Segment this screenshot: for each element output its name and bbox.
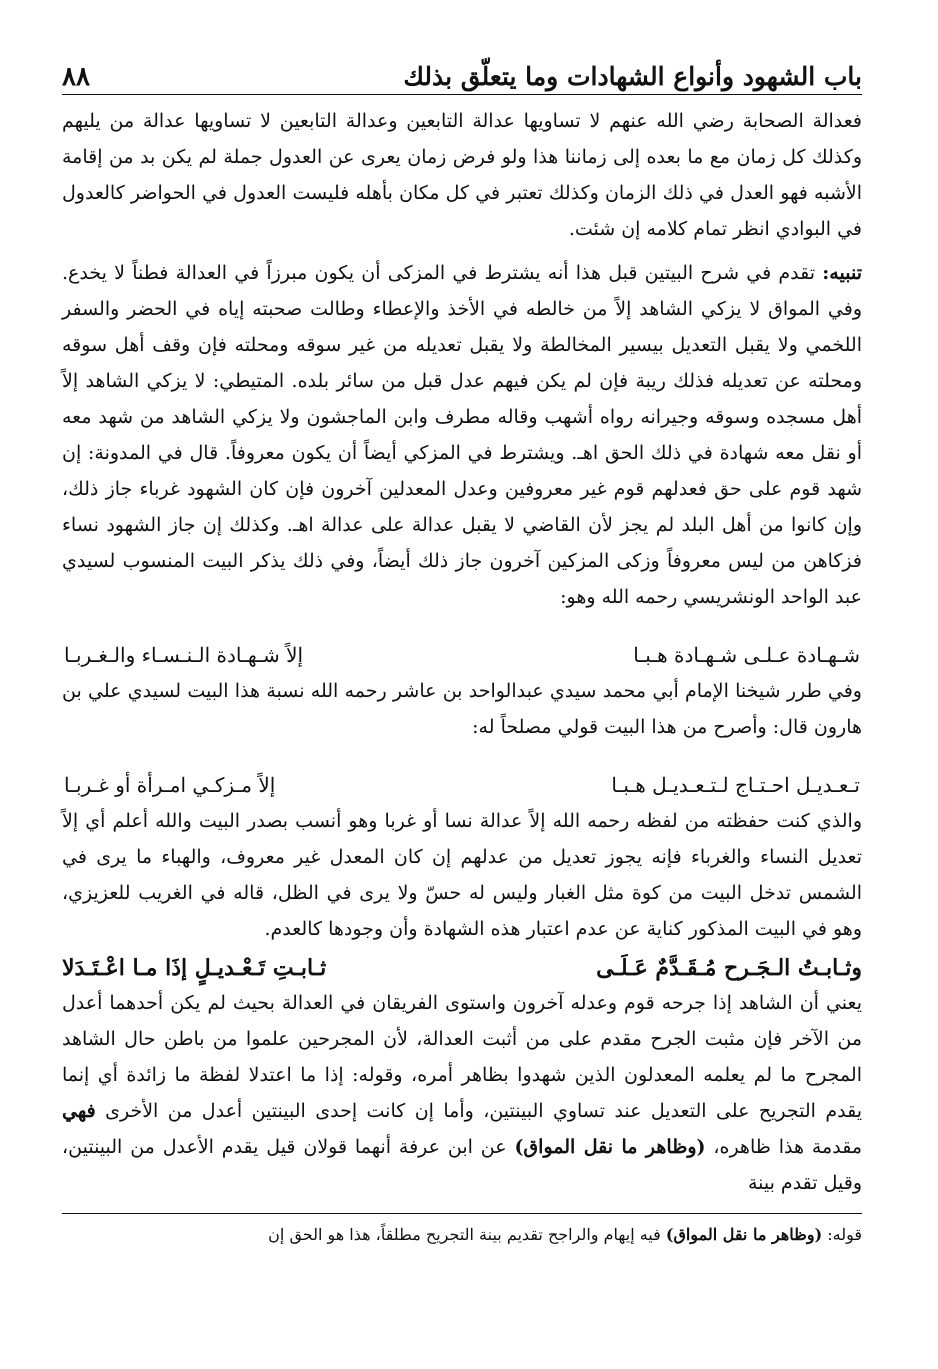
header-rule: [62, 94, 862, 95]
chapter-title: باب الشهود وأنواع الشهادات وما يتعلّق بذلك: [403, 62, 862, 91]
verse-3: [62, 955, 862, 981]
paragraph-5-bold-2: (وظاهر ما نقل المواق): [514, 1136, 706, 1158]
paragraph-2-text: تقدم في شرح البيتين قبل هذا أنه يشترط في المزكى أن يكون مبرزاً في العدالة فطناً لا يخدع. وفي المواق لا يزكي الشاهد إلاً من خالطه في الأخذ والإعطاء وطالت صحبته إياه في الحضر والسفر اللخمي ولا يقبل التعديل بيسير المخالطة ولا يقبل تعديله من غير سوقه ومحلته فإن وقف أهل سوقه ومحلته عن تعديله فذلك ريبة فإن لم يكن فيهم عدل قبل من سائر بلده. المتيطي: لا يزكي الشاهد إلاً أهل مسجده وسوقه وجيرانه رواه أشهب وقاله مطرف وابن الماجشون ولا يزكي الشاهد من شهد معه أو نقل معه شهادة في ذلك الحق اهـ. ويشترط في المزكي أيضاً أن يكون معروفاً. قال في المدونة: إن شهد قوم على حق فعدلهم قوم غير معروفين وعدل المعدلين آخرون فإن كان الشهود غرباء جاز ذلك، وإن كانوا من أهل البلد لم يجز لأن القاضي لا يقبل عدالة على عدالة اهـ. وكذلك إن جاز الشهود نساء فزكاهن من ليس معروفاً وزكى المزكين آخرون جاز ذلك أيضاً، وفي ذلك يذكر البيت المنسوب لسيدي عبد الواحد الونشريسي رحمه الله وهو:: [62, 262, 862, 608]
paragraph-5-mid: مقدمة هذا ظاهره،: [713, 1136, 862, 1158]
verse-1: [62, 621, 862, 667]
verse-3-hemistich-2: ثـابـتِ تَـعْـديـلٍ إذَا مـا اعْـتَـدَلا: [62, 955, 327, 981]
paragraph-5: [62, 985, 862, 1201]
paragraph-2: [62, 255, 862, 615]
verse-3-hemistich-1: وثـابـتُ الـجَـرح مُـقَـدَّمٌ عَـلَـى: [596, 955, 862, 981]
paragraph-5-start: يعني أن الشاهد إذا جرحه قوم وعدله آخرون واستوى الفريقان في العدالة بحيث لم يكن أحدهما أعدل من الآخر فإن مثبت الجرح مقدم على من أثبت العدالة، لأن المجرحين علموا من باطن حال الشاهد المجرح ما لم يعلمه المعدلون الذين شهدوا بظاهر أمره، وقوله: إذا ما اعتدلا لفظة ما زائدة أي إنما يقدم التجريح على التعديل عند تساوي البينتين، وأما إن كانت إحدى البينتين أعدل من الأخرى: [62, 992, 862, 1122]
paragraph-5-end: عن ابن عرفة أنهما قولان قيل يقدم الأعدل من البينتين، وقيل تقدم بينة: [62, 1136, 862, 1194]
page-body: [62, 103, 862, 1201]
verse-2-hemistich-1: تـعـديـل احـتـاج لـتـعـديـل هـبـا: [611, 773, 860, 797]
footnote-bold: (وظاهر ما نقل المواق): [665, 1225, 823, 1244]
running-header: [62, 56, 862, 92]
paragraph-1: فعدالة الصحابة رضي الله عنهم لا تساويها عدالة التابعين وعدالة التابعين لا تساويها عدالة من يليهم وكذلك كل زمان مع ما بعده إلى زماننا هذا ولو فرض زمان يعرى عن العدول جملة لم يكن بد من إقامة الأشبه فهو العدل في ذلك الزمان وكذلك تعتبر في كل مكان بأهله فليست العدول في الحواضر كالعدول في البوادي انظر تمام كلامه إن شئت.: [62, 110, 862, 240]
footnote: [62, 1220, 862, 1250]
footnote-lead: قوله:: [827, 1225, 862, 1244]
paragraph-5-bold-1: فهي: [62, 1100, 96, 1122]
note-label: تنبيه:: [822, 262, 862, 284]
verse-1-hemistich-1: شـهـادة عـلـى شـهـادة هـبـا: [633, 643, 860, 667]
verse-2: [62, 751, 862, 797]
verse-2-hemistich-2: إلاً مـزكـي امـرأة أو غـربـا: [64, 773, 276, 797]
footnote-rule: [62, 1213, 862, 1214]
footnote-text: فيه إيهام والراجح تقديم بينة التجريح مطلقاً، هذا هو الحق إن: [268, 1225, 661, 1244]
page-number: ٨٨: [62, 62, 90, 92]
paragraph-3: وفي طرر شيخنا الإمام أبي محمد سيدي عبدالواحد بن عاشر رحمه الله نسبة هذا البيت لسيدي علي بن هارون قال: وأصرح من هذا البيت قولي مصلحاً له:: [62, 680, 862, 738]
verse-1-hemistich-2: إلاً شـهـادة الـنـسـاء والـغـربـا: [64, 643, 304, 667]
paragraph-4: والذي كنت حفظته من لفظه رحمه الله إلاً عدالة نسا أو غربا وهو أنسب بصدر البيت والله أعلم أي إلاً تعديل النساء والغرباء فإنه يجوز تعديل من عدلهم إن كان المعدل غير معروف، والهباء ما يرى في الشمس تدخل البيت من كوة مثل الغبار وليس له حسّ ولا يرى في الظل، قاله في الغريب للعزيزي، وهو في البيت المذكور كناية عن عدم اعتبار هذه الشهادة وأن وجودها كالعدم.: [62, 810, 862, 940]
book-page: [62, 56, 862, 1250]
